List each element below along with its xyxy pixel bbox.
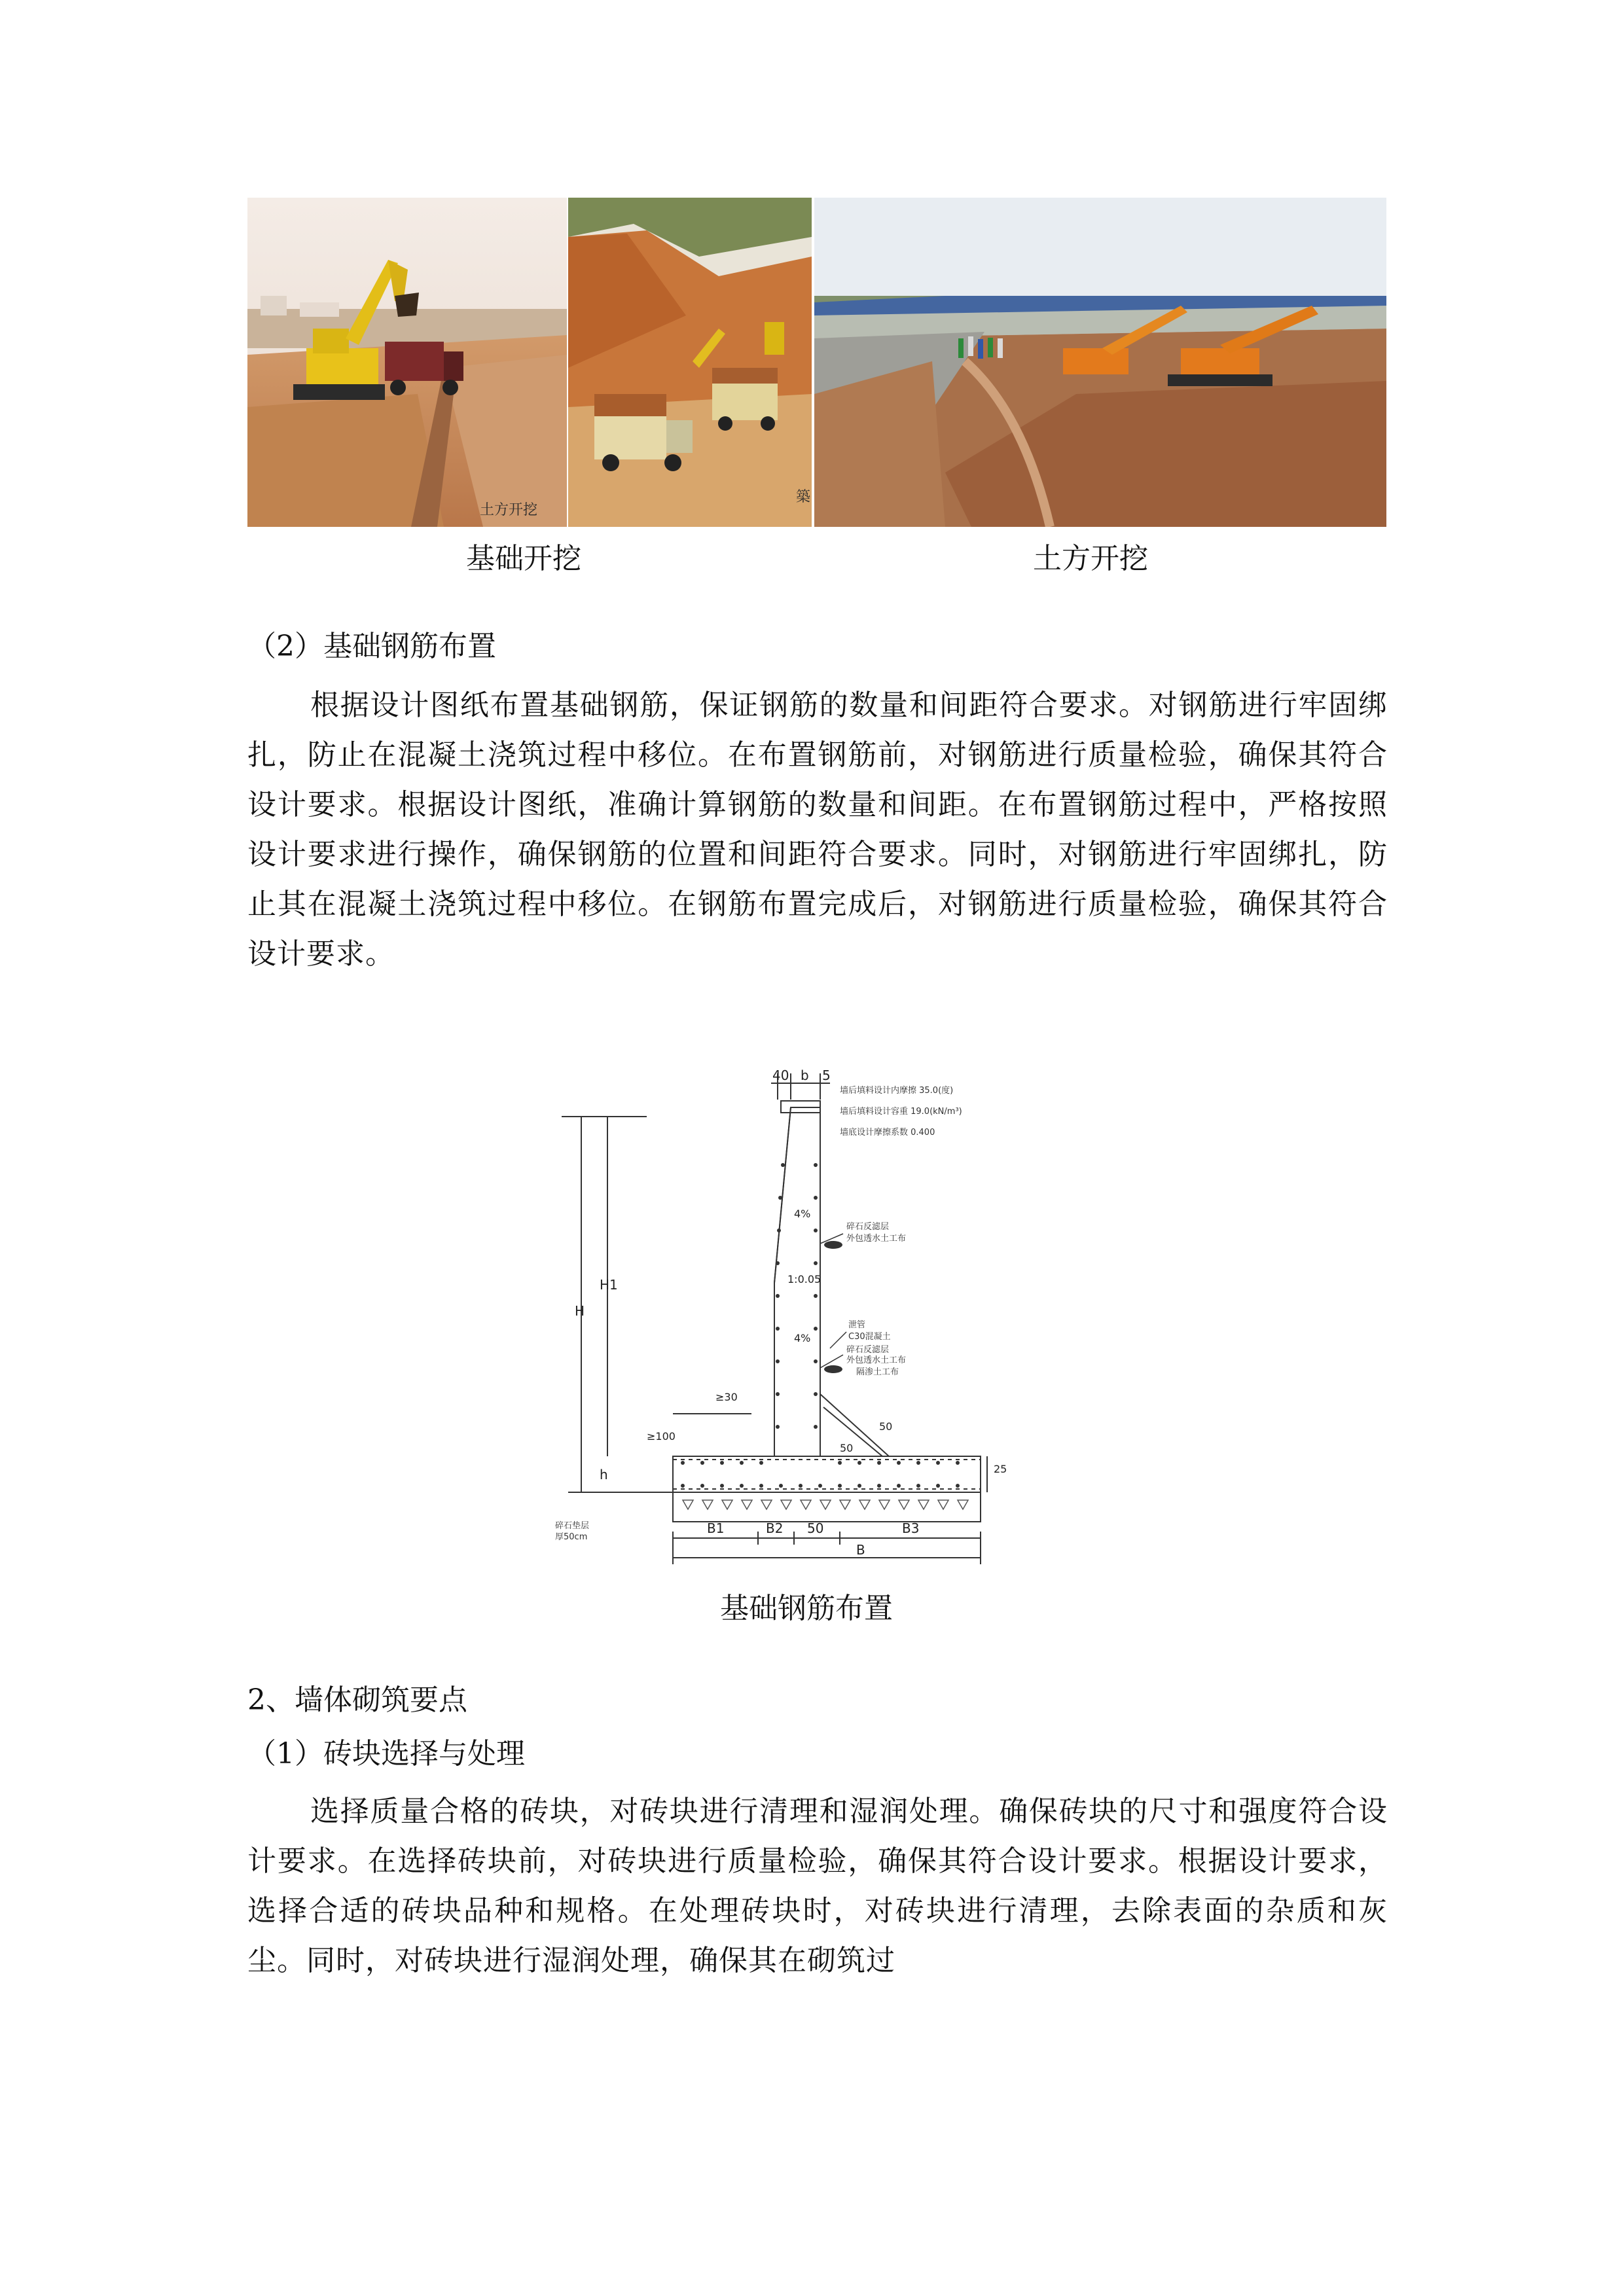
dim-100: ≥100 <box>647 1430 676 1443</box>
drawing-note-1: 墙后填料设计内摩擦 35.0(度) <box>840 1086 954 1096</box>
paragraph-brick-text: 选择质量合格的砖块，对砖块进行清理和湿润处理。确保砖块的尺寸和强度符合设计要求。在选择砖块前，对砖块进行质量检验，确保其符合设计要求。根据设计要求，选择合适的砖块品种和规格。在处理砖块时，对砖块进行清理，去除表面的杂质和灰尘。同时，对砖块进行湿润处理，确保其在砌筑过 <box>247 1795 1388 1977</box>
label-pipe: 泄管 <box>848 1320 866 1330</box>
dim-50-a: 50 <box>879 1420 893 1433</box>
label-gravel-filter-top: 碎石反滤层 <box>846 1222 890 1232</box>
paragraph-rebar <box>247 681 1388 979</box>
dim-slope-2: 4% <box>794 1332 811 1344</box>
dim-50-b: 50 <box>840 1442 854 1454</box>
label-cushion-thickness: 厚50cm <box>555 1532 588 1542</box>
label-concrete: C30混凝土 <box>848 1332 891 1342</box>
drawing-note-3: 墙底设计摩擦系数 0.400 <box>840 1128 935 1138</box>
photo-overlay-label-middle: 築 <box>796 489 811 505</box>
dim-B2: B2 <box>766 1520 784 1536</box>
dim-B: B <box>856 1542 865 1558</box>
photo-excavator-left <box>247 198 567 527</box>
dim-top-b: b <box>801 1067 809 1083</box>
dim-top-40: 40 <box>772 1067 789 1083</box>
dim-B3: B3 <box>902 1520 920 1536</box>
photo-excavation-site-right <box>814 198 1386 527</box>
dim-top-5: 5 <box>822 1067 831 1083</box>
label-drain-mid: 外包透水土工布 <box>846 1355 907 1365</box>
subsection-heading-brick: （1）砖块选择与处理 <box>247 1737 525 1770</box>
caption-foundation-rebar: 基础钢筋布置 <box>720 1592 893 1625</box>
dim-B1: B1 <box>707 1520 725 1536</box>
caption-earthwork-excavation: 土方开挖 <box>1033 542 1148 575</box>
dim-slope-1: 4% <box>794 1208 811 1220</box>
label-cushion: 碎石垫层 <box>555 1521 590 1531</box>
label-drain-top: 外包透水土工布 <box>846 1234 907 1244</box>
photo-trucks-middle <box>568 198 812 527</box>
label-gravel-filter-mid: 碎石反滤层 <box>846 1345 890 1355</box>
paragraph-brick <box>247 1787 1388 1986</box>
section-heading-wall: 2、墙体砌筑要点 <box>247 1683 467 1717</box>
photo-overlay-label: 土方开挖 <box>480 502 538 518</box>
dim-50-c: 50 <box>807 1520 824 1536</box>
dim-h: h <box>600 1467 608 1482</box>
paragraph-rebar-text: 根据设计图纸布置基础钢筋，保证钢筋的数量和间距符合要求。对钢筋进行牢固绑扎，防止在混凝土浇筑过程中移位。在布置钢筋前，对钢筋进行质量检验，确保其符合设计要求。根据设计图纸，准确计算钢筋的数量和间距。在布置钢筋过程中，严格按照设计要求进行操作，确保钢筋的位置和间距符合要求。同时，对钢筋进行牢固绑扎，防止其在混凝土浇筑过程中移位。在钢筋布置完成后，对钢筋进行质量检验，确保其符合设计要求。 <box>247 689 1388 971</box>
dim-H1: H1 <box>600 1277 618 1293</box>
dim-H: H <box>575 1303 585 1319</box>
drawing-note-2: 墙后填料设计容重 19.0(kN/m³) <box>840 1107 962 1117</box>
dim-30: ≥30 <box>715 1391 738 1403</box>
retaining-wall-drawing <box>542 1067 1081 1584</box>
dim-ratio: 1:0.05 <box>787 1273 821 1285</box>
section-heading-rebar: （2）基础钢筋布置 <box>247 630 496 663</box>
dim-25: 25 <box>994 1463 1007 1475</box>
caption-foundation-excavation: 基础开挖 <box>466 542 581 575</box>
label-clay: 隔渗土工布 <box>856 1367 899 1377</box>
